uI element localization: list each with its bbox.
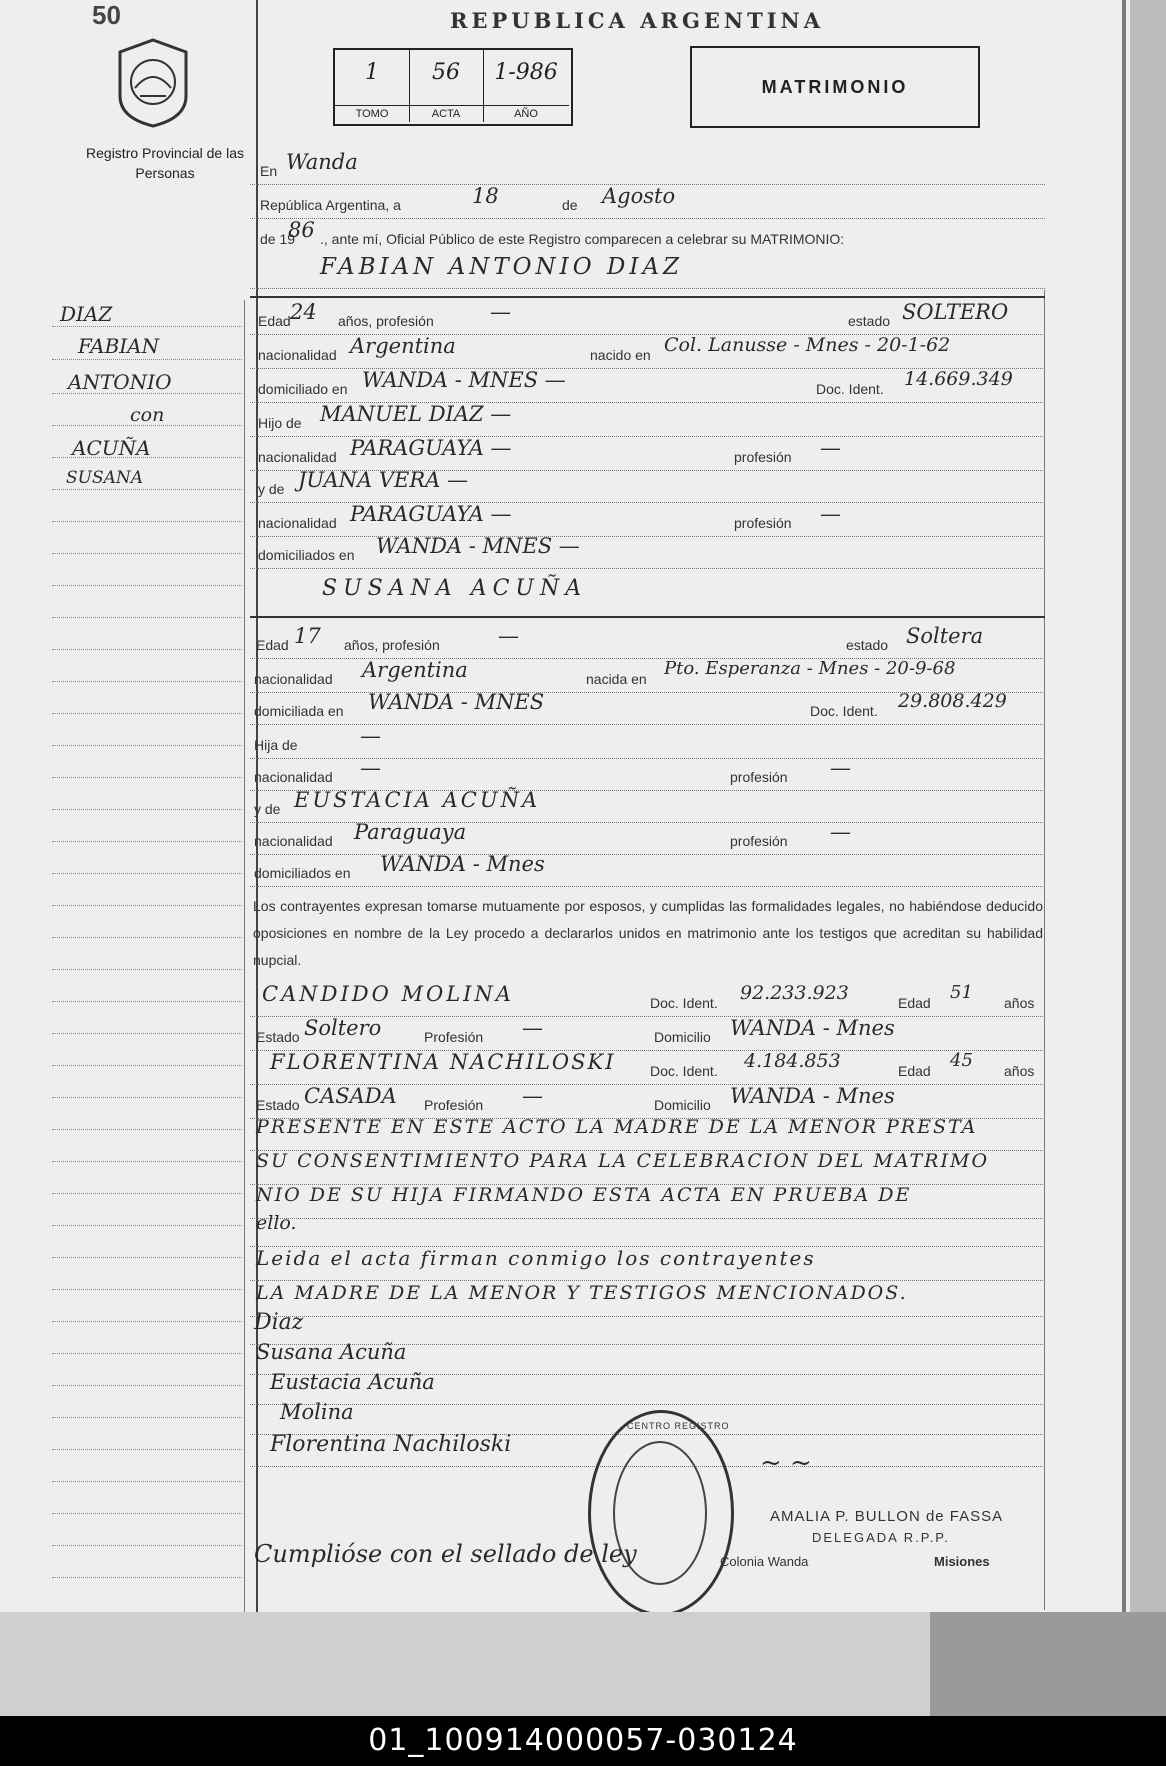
tomo-value: 1 (365, 60, 379, 85)
place-value: Wanda (286, 150, 358, 174)
witness-domicile: WANDA - Mnes (730, 1016, 895, 1040)
domicilio-label: Domicilio (654, 1097, 711, 1113)
bride-domicile: WANDA - MNES (368, 690, 545, 714)
bride-mother: EUSTACIA ACUÑA (294, 788, 541, 812)
ano-value: 1-986 (494, 60, 558, 85)
doc-label: Doc. Ident. (810, 703, 878, 719)
estado-label: estado (848, 313, 891, 329)
groom-status: SOLTERO (902, 300, 1009, 324)
witness-status: CASADA (304, 1084, 397, 1108)
groom-father-nationality: PARAGUAYA — (350, 436, 512, 460)
nacida-label: nacida en (586, 671, 647, 687)
day-value: 18 (472, 184, 499, 208)
groom-parents-domicile-row (250, 534, 1045, 569)
nacionalidad-label: nacionalidad (258, 347, 337, 363)
final-note: Cumplióse con el sellado de ley (254, 1540, 637, 1568)
domicilio-label: Domicilio (654, 1029, 711, 1045)
bride-father-row (250, 724, 1045, 759)
bride-mother-nationality: Paraguaya (354, 820, 467, 844)
republic-title: REPUBLICA ARGENTINA (450, 8, 825, 33)
tomo-label: TOMO (335, 105, 409, 120)
nacionalidad-label: nacionalidad (254, 833, 333, 849)
note-text: NIO DE SU HIJA FIRMANDO ESTA ACTA EN PRUEBA DE (256, 1184, 912, 1206)
groom-birthplace: Col. Lanusse - Mnes - 20-1-62 (664, 334, 951, 356)
declaration-paragraph: Los contrayentes expresan tomarse mutuamente por esposos, y cumplidas las formalidades legales, no habiéndose deducido oposiciones en nombre de la Ley procedo a declararlos unidos en matrimonio ante los testigos que acreditan su habilidad nupcial. (253, 898, 1043, 968)
year-label: de 19 (260, 231, 296, 247)
profesion-label: profesión (734, 449, 792, 465)
witness-2-row (250, 1050, 1045, 1085)
doc-label: Doc. Ident. (816, 381, 884, 397)
groom-father: MANUEL DIAZ — (320, 402, 512, 426)
registry-box (333, 48, 573, 126)
bride-father-profession: — (830, 756, 851, 780)
profesion-label: Profesión (424, 1029, 484, 1045)
signature: Diaz (254, 1310, 304, 1335)
official-province: Misiones (934, 1554, 990, 1569)
marriage-type-box: MATRIMONIO (690, 46, 980, 128)
margin-name: DIAZ (60, 302, 113, 326)
bride-birthplace: Pto. Esperanza - Mnes - 20-9-68 (664, 658, 956, 679)
bride-mother-nat-row (250, 820, 1045, 855)
edad-label: Edad (898, 1063, 931, 1079)
witness-doc: 4.184.853 (744, 1050, 841, 1072)
note-text: Leida el acta firman conmigo los contrayentes (256, 1246, 816, 1270)
margin-name: SUSANA (66, 468, 144, 488)
nacido-label: nacido en (590, 347, 651, 363)
groom-father-row (250, 402, 1045, 437)
groom-name-row (250, 254, 1045, 289)
bride-status: Soltera (906, 624, 984, 648)
profesion-label: Profesión (424, 1097, 484, 1113)
bride-father-nat-row (250, 756, 1045, 791)
signature: Susana Acuña (256, 1340, 407, 1364)
margin-name: ACUÑA (72, 436, 151, 460)
witness-status: Soltero (304, 1016, 382, 1040)
official-name: AMALIA P. BULLON de FASSA (770, 1508, 1004, 1525)
official-stamp (588, 1410, 734, 1616)
note-text: SU CONSENTIMIENTO PARA LA CELEBRACION DEL MATRIMO (256, 1150, 990, 1172)
bride-domicile-row (250, 690, 1045, 725)
ano-cell (483, 50, 569, 122)
groom-nationality-row (250, 334, 1045, 369)
declaration-text: ., ante mí, Oficial Público de este Registro comparecen a celebrar su MATRIMONIO: (320, 231, 845, 247)
edad-label: Edad (256, 637, 289, 653)
witness-name: CANDIDO MOLINA (262, 982, 514, 1006)
signature: Eustacia Acuña (270, 1370, 435, 1394)
witness-2-details-row (250, 1084, 1045, 1119)
date-row (250, 184, 1045, 219)
en-label: En (260, 163, 278, 179)
groom-mother: JUANA VERA — (298, 468, 468, 492)
tomo-cell (335, 50, 410, 122)
bride-name: SUSANA ACUÑA (322, 576, 588, 601)
margin-name: FABIAN (78, 334, 160, 358)
estado-label: Estado (256, 1029, 300, 1045)
year-value: 86 (288, 218, 315, 242)
groom-mother-nat-row (250, 502, 1045, 537)
place-row (250, 150, 1045, 185)
nacionalidad-label: nacionalidad (254, 769, 333, 785)
file-id-caption: 01_100914000057-030124 (0, 1716, 1166, 1766)
estado-label: Estado (256, 1097, 300, 1113)
official-location: Colonia Wanda (720, 1554, 809, 1569)
witness-doc: 92.233.923 (740, 982, 849, 1004)
domiciliados-label: domiciliados en (258, 547, 355, 563)
doc-label: Doc. Ident. (650, 1063, 718, 1079)
note-line (250, 1212, 1045, 1247)
profesion-label: años, profesión (344, 637, 440, 653)
bride-doc: 29.808.429 (898, 690, 1007, 712)
groom-doc: 14.669.349 (904, 368, 1013, 390)
margin-name: con (130, 404, 165, 426)
margin-name: ANTONIO (68, 370, 172, 394)
witness-1-details-row (250, 1016, 1045, 1051)
groom-domicile-row (250, 368, 1045, 403)
estado-label: estado (846, 637, 889, 653)
bride-age-row (250, 624, 1045, 659)
bride-father: — (360, 724, 381, 748)
note-text: ello. (256, 1212, 297, 1234)
month-value: Agosto (602, 184, 676, 208)
anos-label: años (1004, 1063, 1035, 1079)
groom-age-row (250, 300, 1045, 335)
hija-label: Hija de (254, 737, 298, 753)
edad-label: Edad (258, 313, 291, 329)
bride-nationality-row (250, 658, 1045, 693)
doc-label: Doc. Ident. (650, 995, 718, 1011)
nacionalidad-label: nacionalidad (258, 449, 337, 465)
acta-value: 56 (432, 60, 460, 85)
bride-name-row (250, 576, 1045, 610)
page-edge-shadow (1122, 0, 1126, 1612)
stamp-text: CENTRO REGISTRO (627, 1421, 730, 1431)
witness-1-row (250, 982, 1045, 1017)
domiciliada-label: domiciliada en (254, 703, 344, 719)
section-separator (250, 616, 1045, 618)
witness-age: 45 (950, 1050, 973, 1071)
note-line (250, 1246, 1045, 1281)
groom-mother-nationality: PARAGUAYA — (350, 502, 512, 526)
registry-office-name: Registro Provincial de las Personas (86, 145, 244, 181)
groom-nationality: Argentina (350, 334, 456, 358)
de-label: de (562, 197, 578, 213)
official-signature: ~ ~ (760, 1448, 812, 1478)
scanner-bed (0, 1612, 1166, 1716)
profesion-label: profesión (730, 769, 788, 785)
profesion-label: profesión (734, 515, 792, 531)
bride-parents-domicile: WANDA - Mnes (380, 852, 545, 876)
groom-age: 24 (290, 300, 317, 324)
final-note-row (250, 1540, 637, 1574)
profesion-label: profesión (730, 833, 788, 849)
groom-father-nat-row (250, 436, 1045, 471)
bride-mother-profession: — (830, 820, 851, 844)
nacionalidad-label: nacionalidad (258, 515, 337, 531)
hijo-label: Hijo de (258, 415, 302, 431)
note-text: LA MADRE DE LA MENOR Y TESTIGOS MENCIONADOS. (256, 1282, 908, 1304)
yde-label: y de (254, 801, 281, 817)
groom-profession: — (490, 300, 511, 324)
republic-label: República Argentina, a (260, 197, 401, 213)
official-title: DELEGADA R.P.P. (812, 1530, 950, 1545)
signature: Florentina Nachiloski (270, 1432, 512, 1457)
groom-mother-row (250, 468, 1045, 503)
bride-age: 17 (294, 624, 321, 648)
bride-profession: — (498, 624, 519, 648)
groom-father-profession: — (820, 436, 841, 460)
domiciliado-label: domiciliado en (258, 381, 348, 397)
groom-mother-profession: — (820, 502, 841, 526)
witness-profession: — (522, 1084, 543, 1108)
page-number: 50 (92, 0, 121, 30)
witness-name: FLORENTINA NACHILOSKI (270, 1050, 616, 1074)
witness-profession: — (522, 1016, 543, 1040)
year-row (250, 218, 1045, 252)
note-line (250, 1116, 1045, 1151)
note-line (250, 1150, 1045, 1185)
domiciliados-label: domiciliados en (254, 865, 351, 881)
bride-nationality: Argentina (362, 658, 468, 682)
bride-mother-row (250, 788, 1045, 823)
scanner-bed-shadow (930, 1612, 1166, 1716)
witness-domicile: WANDA - Mnes (730, 1084, 895, 1108)
bride-parents-domicile-row (250, 852, 1045, 887)
groom-domicile: WANDA - MNES — (362, 368, 566, 392)
section-separator (250, 296, 1045, 298)
provincial-emblem-icon (112, 36, 194, 128)
profesion-label: años, profesión (338, 313, 434, 329)
signature: Molina (280, 1400, 354, 1424)
groom-parents-domicile: WANDA - MNES — (376, 534, 580, 558)
margin-divider (244, 300, 245, 1612)
ano-label: AÑO (483, 105, 569, 120)
groom-name: FABIAN ANTONIO DIAZ (320, 254, 684, 280)
anos-label: años (1004, 995, 1035, 1011)
nacionalidad-label: nacionalidad (254, 671, 333, 687)
page-edge (1130, 0, 1166, 1612)
witness-age: 51 (950, 982, 973, 1003)
acta-label: ACTA (409, 105, 483, 120)
edad-label: Edad (898, 995, 931, 1011)
bride-father-nationality: — (360, 756, 381, 780)
yde-label: y de (258, 481, 285, 497)
acta-cell (409, 50, 484, 122)
note-text: PRESENTE EN ESTE ACTO LA MADRE DE LA MENOR PRESTA (256, 1116, 978, 1138)
